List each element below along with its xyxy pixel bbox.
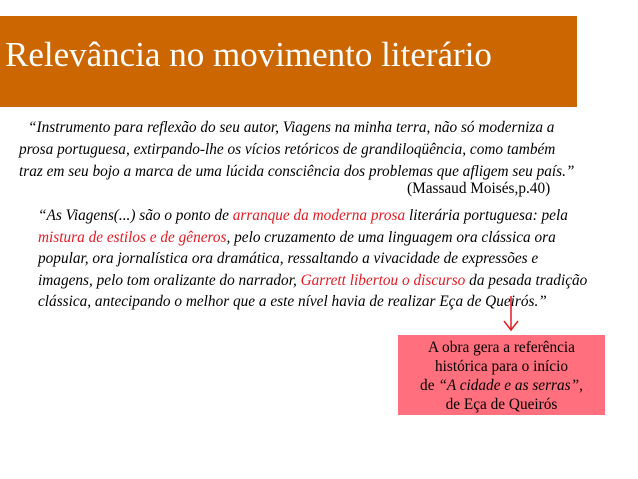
note-line <box>398 376 605 395</box>
note-line: histórica para o início <box>435 358 568 375</box>
quote-massaud <box>19 117 619 183</box>
note-line: A obra gera a referência <box>428 339 575 356</box>
quote-line: clássica, antecipando o melhor que a este nível havia de realizar Eça de Queirós.” <box>38 293 547 310</box>
note-box <box>398 335 605 415</box>
quote-text: “As Viagens(...) são o ponto de <box>38 207 233 224</box>
quote-text: literária portuguesa: pela <box>405 207 568 224</box>
citation: (Massaud Moisés,p.40) <box>407 180 551 197</box>
note-line: de Eça de Queirós <box>445 396 558 413</box>
quote-text: da pesada tradição <box>465 271 588 289</box>
quote-line: popular, ora jornalística ora dramática, ressaltando a vivacidade de expressões e <box>38 250 539 267</box>
book-title: “A cidade e as serras”, <box>438 377 583 394</box>
quote-line <box>38 227 628 249</box>
highlight-text: arranque da moderna prosa <box>232 207 406 224</box>
quote-line: prosa portuguesa, extirpando-lhe os vícios retóricos de grandiloqüência, como também <box>19 141 556 158</box>
quote-text: , pelo cruzamento de uma linguagem ora clássica ora <box>226 228 556 246</box>
quote-line <box>38 270 628 292</box>
slide-title: Relevância no movimento literário <box>5 35 492 74</box>
highlight-text: Garrett libertou o discurso <box>300 271 466 289</box>
quote-text: imagens, pelo tom oralizante do narrador, <box>38 271 301 289</box>
highlight-text: mistura de estilos e de gêneros <box>38 228 227 246</box>
quote-viagens <box>38 205 628 313</box>
quote-line: traz em seu bojo a marca de uma lúcida consciência dos problemas que afligem seu país.” <box>19 163 575 180</box>
note-text: de <box>420 377 439 394</box>
quote-line <box>38 205 628 227</box>
quote-line: “Instrumento para reflexão do seu autor, Viagens na minha terra, não só moderniza a <box>28 119 555 136</box>
down-arrow-icon <box>500 296 522 332</box>
